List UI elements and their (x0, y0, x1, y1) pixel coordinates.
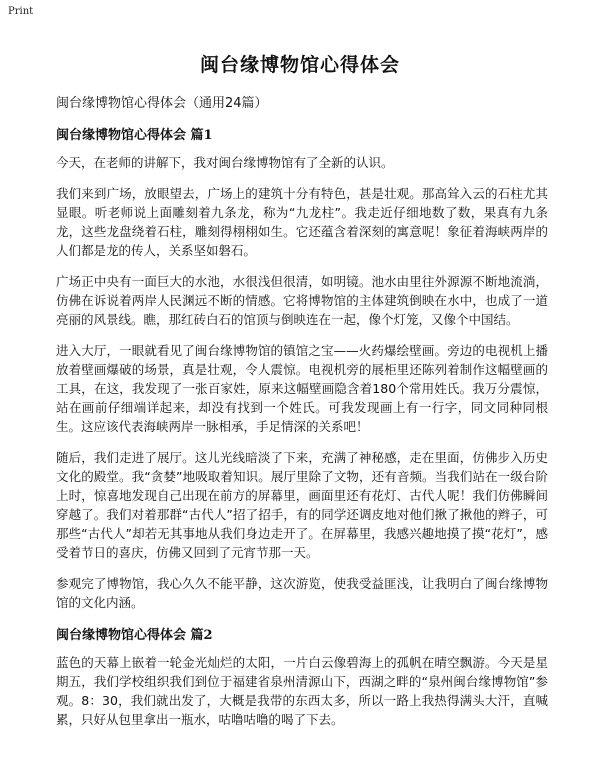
paragraph: 蓝色的天幕上嵌着一轮金光灿烂的太阳，一片白云像碧海上的孤帆在晴空飘游。今天是星期五，我们学校组织我们到位于福建省泉州清源山下，西湖之畔的“泉州闽台缘博物馆”参观。8：30，我们就出发了，大概是我带的东西太多，所以一路上我热得满头大汗，直喊累，只好从包里拿出一瓶水，咕噜咕噜的喝了下去。 (56, 655, 548, 727)
section-heading: 闽台缘博物馆心得体会 篇1 (56, 128, 213, 143)
paragraph: 随后，我们走进了展厅。这儿光线暗淡了下来，充满了神秘感，走在里面，仿佛步入历史文化的殿堂。我“贪婪”地吸取着知识。展厅里除了文物，还有音频。当我们站在一级台阶上时，惊喜地发现自己出现在前方的屏幕里，画面里还有花灯、古代人呢！我们仿佛瞬间穿越了。我们对着那群“古代人”招了招手，有的同学还调皮地对他们揪了揪他的辫子，可那些“古代人”却若无其事地从我们身边走开了。在屏幕里，我感兴趣地摸了摸“花灯”，感受着节日的喜庆，仿佛又回到了元宵节那一天。 (56, 450, 548, 560)
paragraph: 今天，在老师的讲解下，我对闽台缘博物馆有了全新的认识。 (56, 155, 394, 170)
paragraph: 我们来到广场，放眼望去，广场上的建筑十分有特色，甚是壮观。那高耸入云的石柱尤其显眼。听老师说上面雕刻着九条龙，称为“九龙柱”。我走近仔细地数了数，果真有九条龙，这些龙盘绕着石柱，雕刻得栩栩如生。它还蕴含着深刻的寓意呢！象征着海峡两岸的人们都是龙的传人，关系坚如磐石。 (56, 186, 548, 258)
article-subtitle: 闽台缘博物馆心得体会（通用24篇） (56, 96, 268, 111)
section-heading: 闽台缘博物馆心得体会 篇2 (56, 628, 213, 643)
paragraph: 参观完了博物馆，我心久久不能平静，这次游览，使我受益匪浅，让我明白了闽台缘博物馆的文化内涵。 (56, 576, 548, 610)
paragraph: 广场正中央有一面巨大的水池，水很浅但很清，如明镜。池水由里往外源源不断地流淌，仿佛在诉说着两岸人民渊远不断的情感。它将博物馆的主体建筑倒映在水中，也成了一道亮丽的风景线。瞧，那红砖白石的馆顶与倒映连在一起，像个灯笼，又像个中国结。 (56, 274, 548, 327)
article-body (56, 113, 548, 741)
page-title: 闽台缘博物馆心得体会 (199, 54, 400, 76)
paragraph: 进入大厅，一眼就看见了闽台缘博物馆的镇馆之宝——火药爆绘壁画。旁边的电视机上播放着壁画爆破的场景，真是壮观，令人震惊。电视机旁的展柜里还陈列着制作这幅壁画的工具，在这，我发现了一张百家姓，原来这幅壁画隐含着180个常用姓氏。我万分震惊，站在画前仔细端详起来，却没有找到一个姓氏。可我发现画上有一行字，同文同种同根生。这应该代表海峡两岸一脉相承，手足情深的关系吧！ (56, 343, 548, 434)
print-link[interactable]: Print (8, 6, 34, 17)
